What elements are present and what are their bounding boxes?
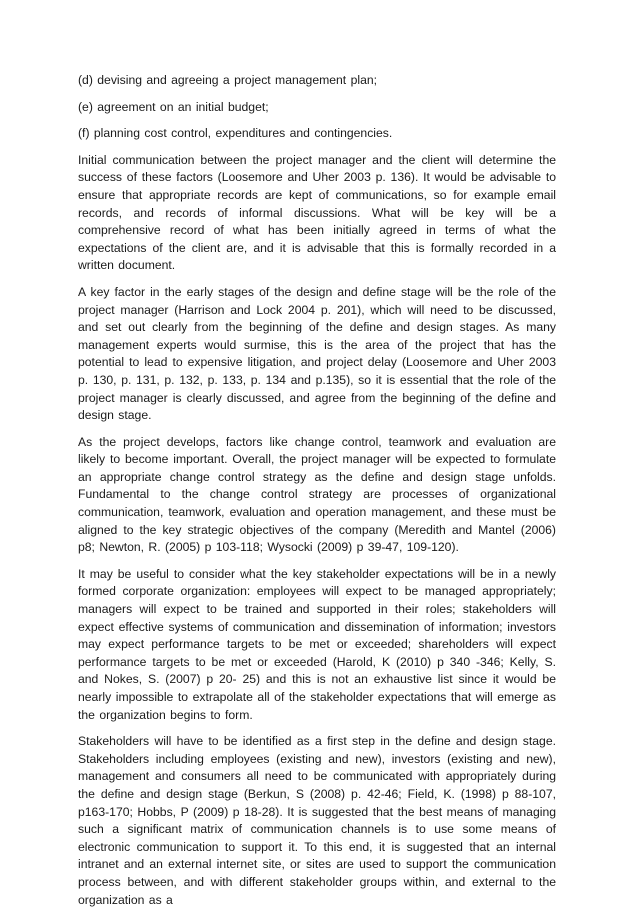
list-item-f: (f) planning cost control, expenditures and contingencies.	[78, 126, 393, 141]
list-item-e: (e) agreement on an initial budget;	[78, 99, 269, 114]
document-page	[78, 72, 556, 918]
paragraph-change-control: As the project develops, factors like change control, teamwork and evaluation are likely to become important. Overall, the project manager will be expected to formulate an appropriate change control strategy as the define and design stage unfolds. Fundamental to the change control strategy are processes of organizational communication, teamwork, evaluation and operation management, and these must be aligned to the key strategic objectives of the company (Meredith and Mantel (2006) p8; Newton, R. (2005) p 103-118; Wysocki (2009) p 39-47, 109-120).	[78, 434, 556, 555]
paragraph-initial-communication: Initial communication between the project manager and the client will determine the success of these factors (Loosemore and Uher 2003 p. 136). It would be advisable to ensure that appropriate records are kept of communications, so for example email records, and records of informal discussions. What will be key will be a comprehensive record of what has been initially agreed in terms of what the expectations of the client are, and it is advisable that this is formally recorded in a written document.	[78, 152, 556, 273]
paragraph-stakeholder-communication: Stakeholders will have to be identified as a first step in the define and design stage. Stakeholders including employees (existing and new), investors (existing and new), management and consumers all need to be communicated with appropriately during the define and design stage (Berkun, S (2008) p. 42-46; Field, K. (1998) p 88-107, p163-170; Hobbs, P (2009) p 18-28). It is suggested that the best means of managing such a significant matrix of communication channels is to use some means of electronic communication to support it. To this end, it is suggested that an internal intranet and an external internet site, or sites are used to support the communication process between, and with different stakeholder groups within, and external to the organization as a	[78, 734, 556, 907]
list-item-d: (d) devising and agreeing a project management plan;	[78, 73, 378, 87]
paragraph-stakeholder-expectations: It may be useful to consider what the key stakeholder expectations will be in a newly formed corporate organization: employees will expect to be managed appropriately; managers will expect to be trained and supported in their roles; stakeholders will expect effective systems of communication and dissemination of information; investors may expect performance targets to be met or exceeded; shareholders will expect performance targets to be met or exceeded (Harold, K (2010) p 340 -346; Kelly, S. and Nokes, S. (2007) p 20- 25) and this is not an exhaustive list since it would be nearly impossible to extrapolate all of the stakeholder expectations that will emerge as the organization begins to form.	[78, 566, 556, 722]
paragraph-project-manager-role: A key factor in the early stages of the design and define stage will be the role of the project manager (Harrison and Lock 2004 p. 201), which will need to be discussed, and set out clearly from the beginning of the define and design stages. As many management experts would surmise, this is the area of the project that has the potential to lead to expensive litigation, and project delay (Loosemore and Uher 2003 p. 130, p. 131, p. 132, p. 133, p. 134 and p.135), so it is essential that the role of the project manager is clearly discussed, and agree from the beginning of the define and design stage.	[78, 284, 556, 423]
